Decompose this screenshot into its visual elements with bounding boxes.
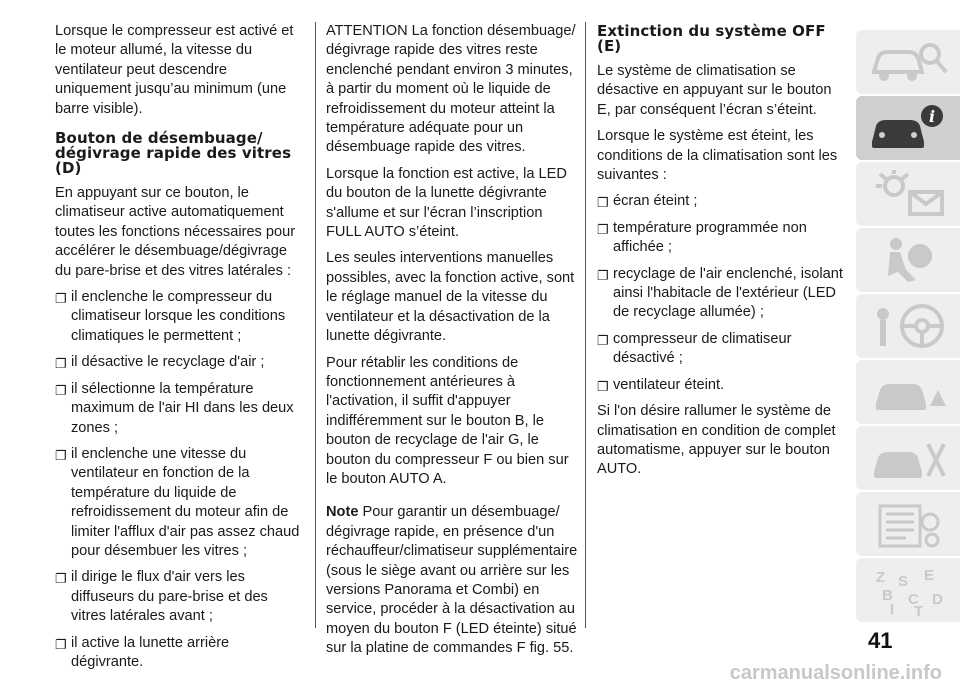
list-item: ❐ recyclage de l'air enclenché, isolant ainsi l'habitacle de l'extérieur (LED de recyclage allumée) ; [597, 265, 843, 321]
checkbox-bullet-icon: ❐ [55, 356, 67, 372]
off-conditions-paragraph: Lorsque le système est éteint, les conditions de la climatisation sont les suivantes : [597, 128, 838, 184]
tab-maintenance[interactable] [856, 426, 960, 490]
list-item: ❐ température programmée non affichée ; [597, 219, 807, 256]
tab-safety[interactable] [856, 228, 960, 292]
checkbox-bullet-icon: ❐ [55, 447, 67, 463]
svg-text:E: E [924, 567, 935, 584]
led-paragraph: Lorsque la fonction est active, la LED du bouton de la lunette dégivrante s'allume et sur l'écran l’inscription FULL AUTO s’éteint. [326, 165, 567, 241]
car-search-icon [866, 36, 950, 90]
car-tools-icon [866, 432, 950, 486]
svg-text:Z: Z [876, 569, 886, 586]
alphabet-index-icon [866, 564, 950, 618]
checkbox-bullet-icon: ❐ [597, 378, 609, 394]
list-item: ❐ il sélectionne la température maximum de l'air HI dans les deux zones ; [55, 380, 294, 436]
checkbox-bullet-icon: ❐ [597, 332, 609, 348]
column-divider [585, 22, 586, 628]
tab-dashboard[interactable] [856, 30, 960, 94]
tab-technical-data[interactable] [856, 492, 960, 556]
restore-paragraph: Pour rétablir les conditions de fonctionnement antérieures à l'activation, il suffit d'appuyer indifféremment sur le bouton B, le bouton de recyclage de l'air G, le bouton du compresseur F ou bien sur le bouton AUTO A. [326, 354, 569, 487]
chapter-sidebar [856, 30, 960, 624]
list-item: ❐ écran éteint ; [597, 192, 847, 211]
checkbox-bullet-icon: ❐ [597, 195, 609, 211]
steering-key-icon [866, 300, 950, 354]
section-heading-off: Extinction du système OFF (E) [597, 22, 826, 55]
tab-know-your-vehicle[interactable] [856, 96, 960, 160]
checkbox-bullet-icon: ❐ [55, 382, 67, 398]
list-item: ❐ il active la lunette arrière dégivrante. [55, 634, 230, 670]
checkbox-bullet-icon: ❐ [55, 636, 67, 652]
left-column [55, 22, 302, 679]
list-item: ❐ compresseur de climatiseur désactivé ; [597, 330, 792, 367]
svg-text:I: I [890, 601, 895, 618]
note-label: Note [326, 504, 359, 521]
svg-text:C: C [908, 591, 919, 608]
right-column [597, 22, 847, 487]
tab-emergency[interactable] [856, 360, 960, 424]
svg-text:D: D [932, 591, 943, 608]
off-paragraph: Le système de climatisation se désactive en appuyant sur le bouton E, par conséquent l’écran s’éteint. [597, 63, 832, 118]
attention-paragraph: ATTENTION La fonction désembuage/ dégivrage rapide des vitres reste enclenché pendant environ 3 minutes, à partir du moment où le liquide de refroidissement du moteur atteint la température adéquate pour un désembuage rapide des vitres. [326, 23, 576, 156]
list-item: ❐ il enclenche le compresseur du climatiseur lorsque les conditions climatiques le permettent ; [55, 289, 286, 344]
footer-watermark: carmanualsonline.info [729, 662, 942, 684]
checkbox-bullet-icon: ❐ [597, 267, 609, 283]
car-info-icon [866, 102, 950, 156]
column-divider [315, 22, 316, 628]
checkbox-bullet-icon: ❐ [55, 291, 67, 307]
note-text: Pour garantir un désembuage/ dégivrage rapide, en présence d'un réchauffeur/climatiseur supplémentaire (sous le siège avant ou arrière sur les versions Panorama et Combi) en service, procéder à la désactivation au moyen du bouton F (LED éteinte) situé sur la platine de commandes F fig. 55. [326, 504, 578, 657]
restart-paragraph: Si l'on désire rallumer le système de climatisation en condition de complet automatisme, appuyer sur le bouton AUTO. [597, 403, 836, 478]
svg-text:i: i [928, 107, 936, 126]
list-item: ❐ il désactive le recyclage d'air ; [55, 353, 302, 372]
tab-index[interactable] [856, 558, 960, 622]
note-paragraph [326, 503, 578, 658]
list-item: ❐ il enclenche une vitesse du ventilateur en fonction de la température du liquide de refroidissement du moteur afin de limiter l'afflux d'air pas assez chaud pour désembuer les vitres ; [55, 445, 300, 559]
tab-starting-driving[interactable] [856, 294, 960, 358]
checkbox-bullet-icon: ❐ [55, 571, 67, 587]
svg-text:B: B [882, 587, 893, 604]
intro-paragraph: Lorsque le compresseur est activé et le moteur allumé, la vitesse du ventilateur peut descendre uniquement jusqu’au minimum (une barre visible). [55, 23, 294, 117]
airbag-icon [866, 234, 950, 288]
document-settings-icon [866, 498, 950, 552]
checkbox-bullet-icon: ❐ [597, 221, 609, 237]
list-item: ❐ il dirige le flux d'air vers les diffuseurs du pare-brise et des vitres latérales avant ; [55, 569, 268, 625]
manual-paragraph: Les seules interventions manuelles possibles, avec la fonction active, sont le réglage manuel de la vitesse du ventilateur et la désactivation de la lunette dégivrante. [326, 250, 575, 345]
section-heading-defrost: Bouton de désembuage/ dégivrage rapide des vitres (D) [55, 129, 292, 178]
middle-column [326, 22, 578, 666]
svg-text:T: T [914, 603, 924, 618]
defrost-description: En appuyant sur ce bouton, le climatiseur active automatiquement toutes les fonctions nécessaires pour accélérer le désembuage/dégivrage du pare-brise et des vitres latérales : [55, 185, 296, 279]
list-item: ❐ ventilateur éteint. [597, 376, 847, 395]
svg-text:S: S [898, 573, 909, 590]
tab-warning-lights[interactable] [856, 162, 960, 226]
car-warning-icon [866, 366, 950, 420]
lights-warning-icon [866, 168, 950, 222]
page-number: 41 [868, 628, 893, 653]
